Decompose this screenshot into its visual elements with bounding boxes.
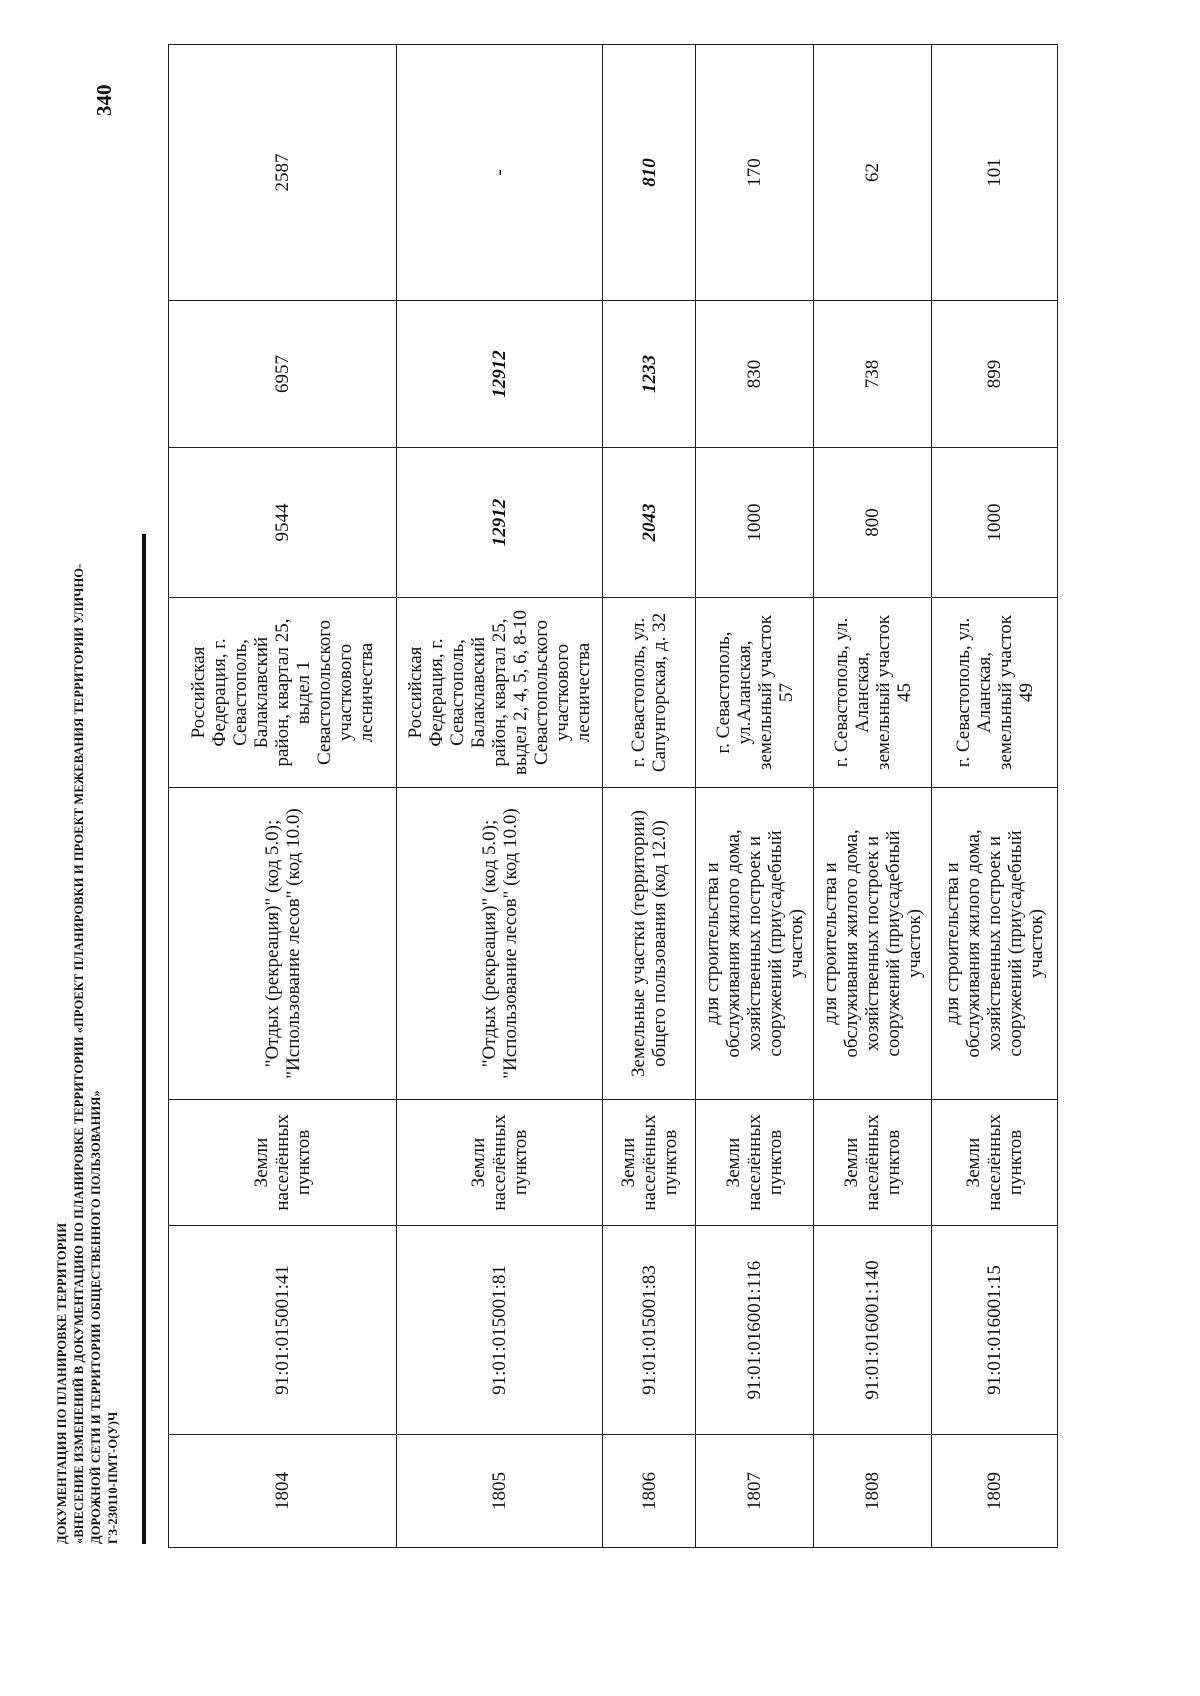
row-number-text: 1806 xyxy=(638,1472,660,1510)
land-category-text: Земли населённых пунктов xyxy=(251,1114,314,1211)
table-row xyxy=(603,45,696,1548)
area-remaining xyxy=(814,45,932,301)
header-line: ДОКУМЕНТАЦИЯ ПО ПЛАНИРОВКЕ ТЕРРИТОРИИ xyxy=(55,1222,69,1544)
row-number xyxy=(932,1435,1058,1548)
area-remaining xyxy=(169,45,397,301)
address-text: г. Севастополь, ул. Аланская, земельный участок 45 xyxy=(830,614,915,771)
area-part-text: 12912 xyxy=(489,350,510,398)
permitted-use xyxy=(169,788,397,1100)
permitted-use-text: для строительства и обслуживания жилого дома, хозяйственных построек и сооружений (приусадебный участок) xyxy=(702,829,807,1058)
area-part xyxy=(696,301,814,448)
area-part-text: 830 xyxy=(744,359,765,389)
area-part xyxy=(397,301,603,448)
row-number-text: 1808 xyxy=(862,1472,883,1510)
area-remaining-text: 101 xyxy=(984,158,1005,187)
address-text: г. Севастополь, ул. Сапунгорская, д. 32 xyxy=(628,612,670,773)
cadastral-number xyxy=(169,1226,397,1435)
cadastral-number-text: 91:01:016001:15 xyxy=(984,1265,1005,1395)
table-row xyxy=(169,45,397,1548)
land-category xyxy=(397,1100,603,1226)
row-number-text: 1809 xyxy=(984,1472,1005,1510)
cadastral-number xyxy=(603,1226,696,1435)
address-text: г. Севастополь, ул.Аланская, земельный участок 57 xyxy=(712,614,797,771)
address xyxy=(932,598,1058,788)
cadastral-number-text: 91:01:015001:81 xyxy=(489,1265,510,1395)
permitted-use-text: "Отдых (рекреация)" (код 5.0); "Использование лесов" (код 10.0) xyxy=(478,808,521,1079)
address xyxy=(397,598,603,788)
table-row xyxy=(814,45,932,1548)
land-category xyxy=(932,1100,1058,1226)
permitted-use-text: Земельные участки (территории) общего пользования (код 12.0) xyxy=(628,810,670,1077)
area-total-text: 12912 xyxy=(489,498,510,547)
area-remaining-text: 810 xyxy=(638,158,660,187)
permitted-use xyxy=(397,788,603,1100)
cadastral-number-text: 91:01:015001:41 xyxy=(272,1265,293,1395)
permitted-use-text: для строительства и обслуживания жилого дома, хозяйственных построек и сооружений (приусадебный участок) xyxy=(942,829,1047,1058)
area-part-text: 1233 xyxy=(638,355,660,393)
land-category-text: Земли населённых пунктов xyxy=(963,1114,1026,1211)
document-header xyxy=(54,0,122,1544)
area-total xyxy=(397,448,603,598)
area-total-text: 1000 xyxy=(744,503,765,542)
area-total-text: 9544 xyxy=(272,503,293,542)
area-remaining-text: 170 xyxy=(744,158,765,187)
area-remaining xyxy=(397,45,603,301)
area-remaining-text: 62 xyxy=(862,163,883,182)
address-text: г. Севастополь, ул. Аланская, земельный участок 49 xyxy=(952,614,1037,771)
page-number: 340 xyxy=(92,84,116,116)
header-line: ДОРОЖНОЙ СЕТИ И ТЕРРИТОРИИ ОБЩЕСТВЕННОГО ПОЛЬЗОВАНИЯ» xyxy=(89,1090,103,1544)
land-category xyxy=(814,1100,932,1226)
header-line: ГЗ-230110-ПМТ-О(У)Ч xyxy=(106,1411,120,1544)
area-part xyxy=(169,301,397,448)
row-number xyxy=(397,1435,603,1548)
land-category xyxy=(696,1100,814,1226)
area-total xyxy=(932,448,1058,598)
permitted-use xyxy=(603,788,696,1100)
land-category-text: Земли населённых пунктов xyxy=(841,1114,904,1211)
area-total xyxy=(169,448,397,598)
area-remaining-text: - xyxy=(489,169,510,176)
row-number xyxy=(696,1435,814,1548)
area-total-text: 800 xyxy=(862,508,883,537)
area-remaining-text: 2587 xyxy=(272,153,293,192)
row-number-text: 1805 xyxy=(489,1472,510,1510)
area-part xyxy=(932,301,1058,448)
land-category xyxy=(603,1100,696,1226)
cadastral-number xyxy=(932,1226,1058,1435)
address xyxy=(169,598,397,788)
permitted-use xyxy=(814,788,932,1100)
permitted-use xyxy=(932,788,1058,1100)
address xyxy=(696,598,814,788)
area-total xyxy=(603,448,696,598)
row-number xyxy=(814,1435,932,1548)
cadastral-number xyxy=(696,1226,814,1435)
cadastral-number xyxy=(397,1226,603,1435)
row-number xyxy=(169,1435,397,1548)
area-part-text: 899 xyxy=(984,359,1005,389)
land-category-text: Земли населённых пунктов xyxy=(468,1114,531,1211)
header-line: «ВНЕСЕНИЕ ИЗМЕНЕНИЙ В ДОКУМЕНТАЦИЮ ПО ПЛАНИРОВКЕ ТЕРРИТОРИИ «ПРОЕКТ ПЛАНИРОВКИ И ПРОЕКТ МЕЖЕВАНИЯ ТЕРРИТОРИИ УЛИЧНО- xyxy=(72,563,86,1544)
header-divider xyxy=(142,534,146,1544)
area-total-text: 2043 xyxy=(638,503,660,542)
address-text: Российская Федерация, г. Севастополь, Балаклавский район, квартал 25, выдел 1 Севастопольского участкового лесничества xyxy=(188,618,377,767)
row-number-text: 1807 xyxy=(744,1472,765,1510)
address-text: Российская Федерация, г. Севастополь, Балаклавский район, квартал 25, выдел 2, 4, 5, 6, 8-10 Севастопольского участкового лесничества xyxy=(405,610,594,775)
area-part xyxy=(603,301,696,448)
area-part xyxy=(814,301,932,448)
row-number xyxy=(603,1435,696,1548)
area-total xyxy=(696,448,814,598)
table-row xyxy=(696,45,814,1548)
cadastral-number-text: 91:01:015001:83 xyxy=(638,1265,660,1395)
area-remaining xyxy=(932,45,1058,301)
area-remaining xyxy=(603,45,696,301)
parcels-table xyxy=(168,44,1058,1548)
cadastral-number-text: 91:01:016001:140 xyxy=(862,1260,883,1400)
permitted-use-text: для строительства и обслуживания жилого дома, хозяйственных построек и сооружений (приусадебный участок) xyxy=(820,829,925,1058)
permitted-use-text: "Отдых (рекреация)" (код 5.0); "Использование лесов" (код 10.0) xyxy=(261,808,304,1079)
land-category xyxy=(169,1100,397,1226)
cadastral-number xyxy=(814,1226,932,1435)
table-row xyxy=(932,45,1058,1548)
address xyxy=(603,598,696,788)
area-part-text: 738 xyxy=(862,359,883,389)
permitted-use xyxy=(696,788,814,1100)
row-number-text: 1804 xyxy=(272,1472,293,1510)
address xyxy=(814,598,932,788)
area-remaining xyxy=(696,45,814,301)
area-total xyxy=(814,448,932,598)
cadastral-number-text: 91:01:016001:116 xyxy=(744,1260,765,1400)
area-total-text: 1000 xyxy=(984,503,1005,542)
land-category-text: Земли населённых пунктов xyxy=(617,1114,681,1211)
table-row xyxy=(397,45,603,1548)
land-category-text: Земли населённых пунктов xyxy=(723,1114,786,1211)
area-part-text: 6957 xyxy=(272,355,293,393)
